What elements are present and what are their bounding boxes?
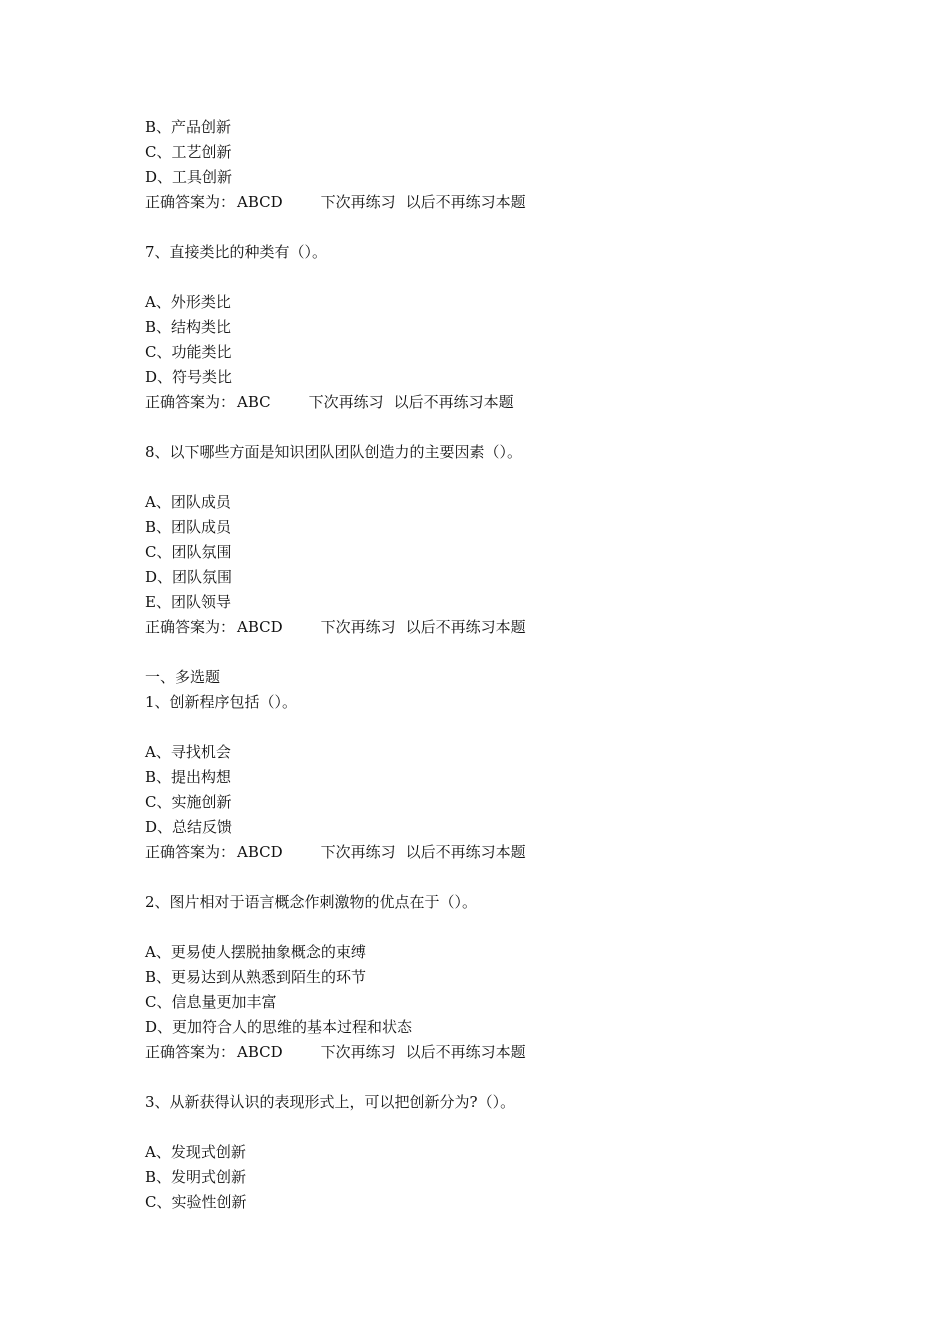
answer-option: E、团队领导 xyxy=(145,593,231,611)
answer-option: D、工具创新 xyxy=(145,168,233,186)
answer-value: ABCD xyxy=(237,1043,283,1061)
answer-option: C、工艺创新 xyxy=(145,143,232,161)
answer-option: C、功能类比 xyxy=(145,343,232,361)
blank-line xyxy=(145,915,905,940)
question-text: 3、从新获得认识的表现形式上，可以把创新分为?（）。 xyxy=(145,1093,516,1111)
practice-again-link[interactable]: 下次再练习 xyxy=(320,618,396,636)
answer-value: ABCD xyxy=(237,618,283,636)
skip-question-link[interactable]: 以后不再练习本题 xyxy=(405,618,526,636)
answer-option: B、团队成员 xyxy=(145,518,232,536)
practice-again-link[interactable]: 下次再练习 xyxy=(320,1043,396,1061)
answer-option: D、总结反馈 xyxy=(145,818,233,836)
practice-again-link[interactable]: 下次再练习 xyxy=(320,843,396,861)
answer-option: A、更易使人摆脱抽象概念的束缚 xyxy=(145,943,366,961)
answer-option: A、团队成员 xyxy=(145,493,231,511)
answer-value: ABCD xyxy=(237,843,283,861)
answer-label: 正确答案为： xyxy=(145,618,236,636)
answer-label: 正确答案为： xyxy=(145,843,236,861)
skip-question-link[interactable]: 以后不再练习本题 xyxy=(393,393,514,411)
question-text: 8、以下哪些方面是知识团队团队创造力的主要因素（）。 xyxy=(145,443,523,461)
answer-option: D、符号类比 xyxy=(145,368,233,386)
skip-question-link[interactable]: 以后不再练习本题 xyxy=(405,193,526,211)
question-text: 7、直接类比的种类有（）。 xyxy=(145,243,328,261)
answer-option: B、提出构想 xyxy=(145,768,232,786)
answer-option: A、发现式创新 xyxy=(145,1143,246,1161)
answer-option: B、发明式创新 xyxy=(145,1168,247,1186)
blank-line xyxy=(145,1065,905,1090)
answer-label: 正确答案为： xyxy=(145,193,236,211)
answer-row xyxy=(145,615,905,640)
blank-line xyxy=(145,465,905,490)
answer-option: B、产品创新 xyxy=(145,118,232,136)
answer-option: C、团队氛围 xyxy=(145,543,232,561)
answer-row xyxy=(145,840,905,865)
answer-option: D、更加符合人的思维的基本过程和状态 xyxy=(145,1018,413,1036)
answer-row xyxy=(145,190,905,215)
skip-question-link[interactable]: 以后不再练习本题 xyxy=(405,843,526,861)
blank-line xyxy=(145,415,905,440)
section-heading: 一、多选题 xyxy=(145,668,221,686)
practice-again-link[interactable]: 下次再练习 xyxy=(308,393,384,411)
answer-label: 正确答案为： xyxy=(145,393,236,411)
answer-option: B、结构类比 xyxy=(145,318,232,336)
answer-row xyxy=(145,1040,905,1065)
question-text: 1、创新程序包括（）。 xyxy=(145,693,298,711)
answer-value: ABCD xyxy=(237,193,283,211)
practice-again-link[interactable]: 下次再练习 xyxy=(320,193,396,211)
blank-line xyxy=(145,1115,905,1140)
blank-line xyxy=(145,265,905,290)
skip-question-link[interactable]: 以后不再练习本题 xyxy=(405,1043,526,1061)
answer-option: C、实施创新 xyxy=(145,793,232,811)
blank-line xyxy=(145,215,905,240)
question-text: 2、图片相对于语言概念作刺激物的优点在于（）。 xyxy=(145,893,478,911)
answer-option: B、更易达到从熟悉到陌生的环节 xyxy=(145,968,367,986)
blank-line xyxy=(145,715,905,740)
document-page xyxy=(145,115,905,1215)
answer-row xyxy=(145,390,905,415)
answer-option: A、寻找机会 xyxy=(145,743,231,761)
answer-option: C、实验性创新 xyxy=(145,1193,247,1211)
answer-option: D、团队氛围 xyxy=(145,568,233,586)
answer-option: C、信息量更加丰富 xyxy=(145,993,277,1011)
answer-value: ABC xyxy=(237,393,271,411)
blank-line xyxy=(145,640,905,665)
answer-label: 正确答案为： xyxy=(145,1043,236,1061)
blank-line xyxy=(145,865,905,890)
answer-option: A、外形类比 xyxy=(145,293,231,311)
